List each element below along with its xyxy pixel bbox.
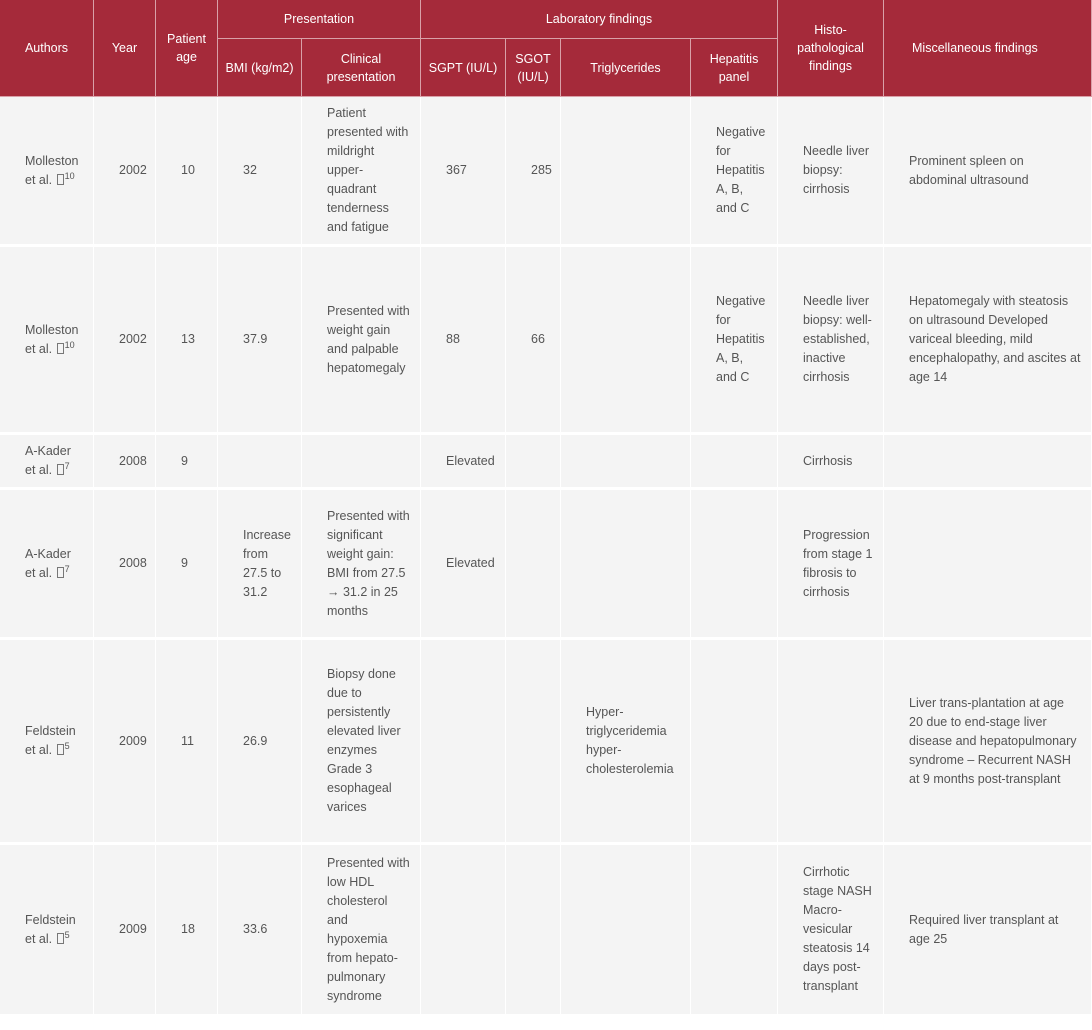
cell-author (0, 435, 94, 490)
cell-bmi: 37.9 (218, 247, 302, 435)
cell-bmi: 26.9 (218, 640, 302, 845)
cell-misc (884, 490, 1092, 640)
header-patient-age: Patient age (156, 0, 218, 97)
cell-year: 2008 (94, 490, 156, 640)
table-row (0, 490, 1092, 640)
cell-year: 2009 (94, 845, 156, 1017)
cell-clinical: Presented with weight gain and palpable hepatomegaly (302, 247, 421, 435)
reference-number[interactable]: 10 (64, 170, 75, 181)
cell-bmi (218, 435, 302, 490)
cell-hepatitis-panel (691, 490, 778, 640)
cell-bmi: 32 (218, 97, 302, 247)
cell-triglycerides: Hyper-triglyceridemia hyper-cholesterolemia (561, 640, 691, 845)
header-presentation: Presentation (218, 0, 421, 39)
cell-age: 13 (156, 247, 218, 435)
table-row (0, 247, 1092, 435)
cell-author (0, 97, 94, 247)
cell-hepatitis-panel: Negative for Hepatitis A, B, and C (691, 247, 778, 435)
table-header (0, 0, 1092, 97)
table-row (0, 845, 1092, 1017)
cell-histo: Needle liver biopsy: well-established, inactive cirrhosis (778, 247, 884, 435)
cell-sgot (506, 490, 561, 640)
cell-author (0, 640, 94, 845)
cell-histo: Cirrhotic stage NASH Macro-vesicular steatosis 14 days post-transplant (778, 845, 884, 1017)
cell-age: 9 (156, 490, 218, 640)
author-name: Molleston et al. (25, 322, 79, 356)
header-year: Year (94, 0, 156, 97)
cell-sgot: 66 (506, 247, 561, 435)
cell-sgpt: 88 (421, 247, 506, 435)
cell-clinical: Presented with significant weight gain: BMI from 27.5 → 31.2 in 25 months (302, 490, 421, 640)
cell-triglycerides (561, 435, 691, 490)
cell-author (0, 845, 94, 1017)
cell-age: 18 (156, 845, 218, 1017)
cell-histo: Needle liver biopsy: cirrhosis (778, 97, 884, 247)
cell-clinical: Presented with low HDL cholesterol and hypoxemia from hepato-pulmonary syndrome (302, 845, 421, 1017)
author-name: A-Kader et al. (25, 444, 71, 477)
author-name: Feldstein et al. (25, 912, 76, 946)
cell-sgot (506, 845, 561, 1017)
cell-sgpt (421, 640, 506, 845)
reference-link-icon[interactable] (57, 744, 64, 755)
cell-sgot (506, 435, 561, 490)
cell-hepatitis-panel (691, 435, 778, 490)
cell-histo: Cirrhosis (778, 435, 884, 490)
cell-clinical: Biopsy done due to persistently elevated liver enzymes Grade 3 esophageal varices (302, 640, 421, 845)
cell-histo: Progression from stage 1 fibrosis to cirrhosis (778, 490, 884, 640)
cell-misc (884, 435, 1092, 490)
cell-bmi: Increase from 27.5 to 31.2 (218, 490, 302, 640)
header-hepatitis-panel: Hepatitis panel (691, 39, 778, 97)
header-authors: Authors (0, 0, 94, 97)
reference-link-icon[interactable] (57, 464, 64, 475)
cell-sgpt (421, 845, 506, 1017)
cell-year: 2002 (94, 247, 156, 435)
table-row (0, 435, 1092, 490)
cell-author (0, 490, 94, 640)
reference-link-icon[interactable] (57, 343, 64, 354)
header-misc: Miscellaneous findings (884, 0, 1092, 97)
cell-triglycerides (561, 247, 691, 435)
cell-year: 2008 (94, 435, 156, 490)
table-row (0, 97, 1092, 247)
cell-hepatitis-panel: Negative for Hepatitis A, B, and C (691, 97, 778, 247)
cell-histo (778, 640, 884, 845)
author-name: Molleston et al. (25, 153, 79, 187)
author-name: Feldstein et al. (25, 724, 76, 757)
reference-link-icon[interactable] (57, 174, 64, 185)
reference-number[interactable]: 7 (64, 460, 70, 471)
cell-sgot (506, 640, 561, 845)
cell-hepatitis-panel (691, 640, 778, 845)
header-lab-findings: Laboratory findings (421, 0, 778, 39)
cell-year: 2009 (94, 640, 156, 845)
cell-triglycerides (561, 97, 691, 247)
cell-age: 10 (156, 97, 218, 247)
cell-bmi: 33.6 (218, 845, 302, 1017)
header-sgot: SGOT (IU/L) (506, 39, 561, 97)
cell-clinical (302, 435, 421, 490)
table-body (0, 97, 1092, 1017)
cell-triglycerides (561, 845, 691, 1017)
reference-number[interactable]: 5 (64, 929, 70, 940)
cell-year: 2002 (94, 97, 156, 247)
cell-hepatitis-panel (691, 845, 778, 1017)
cell-misc: Hepatomegaly with steatosis on ultrasound Developed variceal bleeding, mild encephalopathy, and ascites at age 14 (884, 247, 1092, 435)
header-triglycerides: Triglycerides (561, 39, 691, 97)
header-bmi: BMI (kg/m2) (218, 39, 302, 97)
cell-clinical: Patient presented with mildright upper-quadrant tenderness and fatigue (302, 97, 421, 247)
author-name: A-Kader et al. (25, 546, 71, 580)
reference-number[interactable]: 7 (64, 563, 70, 574)
cell-age: 11 (156, 640, 218, 845)
reference-number[interactable]: 5 (64, 740, 70, 751)
cell-author (0, 247, 94, 435)
cell-sgpt: Elevated (421, 435, 506, 490)
cell-sgot: 285 (506, 97, 561, 247)
cell-misc: Required liver transplant at age 25 (884, 845, 1092, 1017)
cell-misc: Liver trans-plantation at age 20 due to end-stage liver disease and hepatopulmonary syndrome – Recurrent NASH at 9 months post-transplant (884, 640, 1092, 845)
table-row (0, 640, 1092, 845)
cell-misc: Prominent spleen on abdominal ultrasound (884, 97, 1092, 247)
reference-link-icon[interactable] (57, 933, 64, 944)
header-sgpt: SGPT (IU/L) (421, 39, 506, 97)
cell-age: 9 (156, 435, 218, 490)
reference-number[interactable]: 10 (64, 339, 75, 350)
header-clinical: Clinical presentation (302, 39, 421, 97)
cell-sgpt: 367 (421, 97, 506, 247)
reference-link-icon[interactable] (57, 567, 64, 578)
header-histo: Histo-pathological findings (778, 0, 884, 97)
cell-sgpt: Elevated (421, 490, 506, 640)
cell-triglycerides (561, 490, 691, 640)
